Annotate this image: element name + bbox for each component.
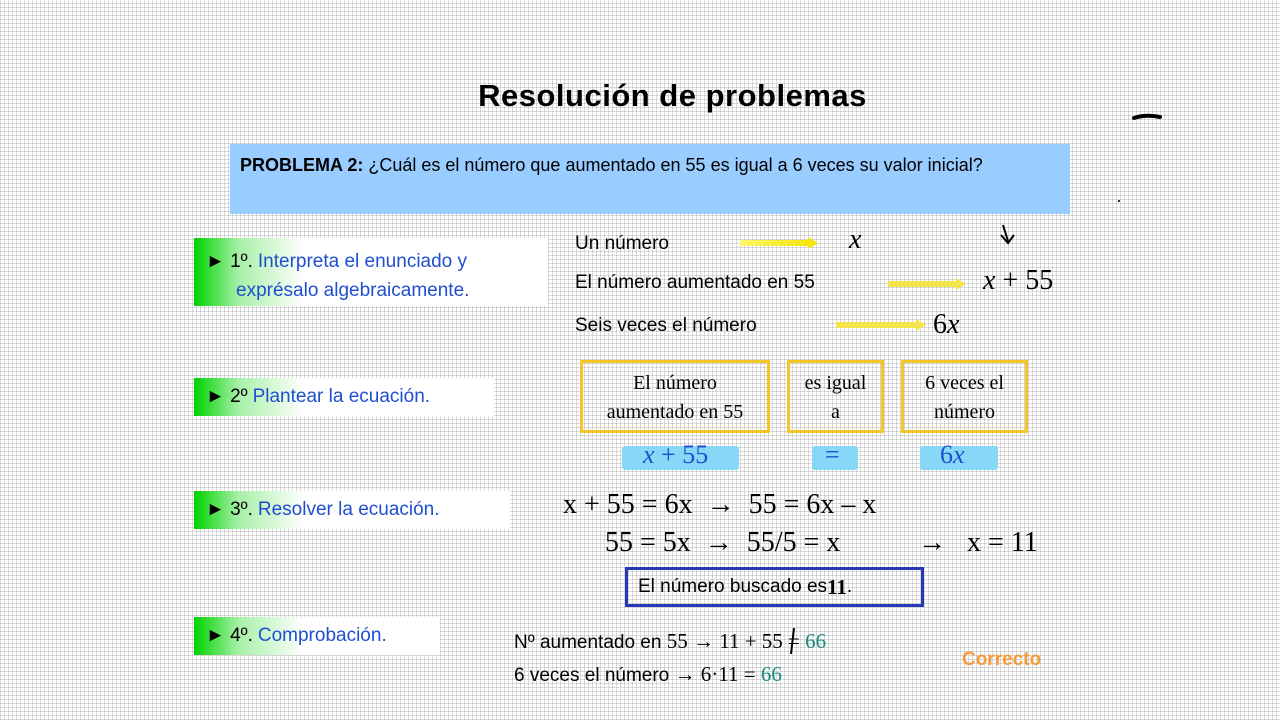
step-2-marker: ► 2º xyxy=(206,386,248,407)
step-1-text-line2: exprésalo algebraicamente. xyxy=(236,280,470,301)
step-1-marker: ► 1º. xyxy=(206,251,253,272)
page-title: Resolución de problemas xyxy=(478,78,867,113)
equation-box-2-line2: a xyxy=(831,401,840,423)
dot-mark-icon xyxy=(1118,200,1120,202)
verdict: Correcto xyxy=(962,649,1042,670)
step-3-text: Resolver la ecuación. xyxy=(257,499,440,520)
equation-expr-1: x + 55 xyxy=(643,440,709,469)
solve-line-2a: 55 = 5x → 55/5 = x xyxy=(605,527,841,558)
check-line-1-math: 55 → 11 + 55 = xyxy=(666,629,806,653)
check-line-2-math: → 6·11 = xyxy=(674,662,761,686)
problem-label: PROBLEMA 2: xyxy=(240,155,364,175)
check-line-1-result: 66 xyxy=(805,629,827,653)
step-1-text-line1: Interpreta el enunciado y xyxy=(257,251,468,272)
step-4-marker: ► 4º. xyxy=(206,625,253,646)
pen-arrow-icon xyxy=(998,223,1018,249)
interpret-label-3: Seis veces el número xyxy=(575,315,757,336)
equation-box-1-line2: aumentado en 55 xyxy=(606,401,744,423)
check-line-2 xyxy=(514,662,782,687)
result-value: 11 xyxy=(827,574,847,599)
arrow-right-icon xyxy=(886,277,968,291)
step-2-text: Plantear la ecuación. xyxy=(252,386,431,407)
pen-mark-icon xyxy=(786,626,800,656)
problem-statement xyxy=(230,144,1070,214)
interpret-expr-2: x + 55 xyxy=(983,265,1054,296)
step-3 xyxy=(194,491,510,529)
step-4 xyxy=(194,617,440,655)
check-line-2-result: 66 xyxy=(760,662,782,686)
equation-box-1 xyxy=(580,360,770,433)
step-2 xyxy=(194,378,494,416)
interpret-label-2: El número aumentado en 55 xyxy=(575,272,815,293)
pen-mark-icon xyxy=(1132,110,1162,124)
arrow-right-icon xyxy=(834,318,928,332)
solve-line-2b: → x = 11 xyxy=(918,527,1038,558)
interpret-expr-3: 6x xyxy=(933,309,960,340)
step-1 xyxy=(194,238,548,306)
equation-box-1-line1: El número xyxy=(633,372,717,394)
equation-box-3-line1: 6 veces el xyxy=(925,372,1004,394)
interpret-label-1: Un número xyxy=(575,233,669,254)
equation-expr-2: = xyxy=(825,440,840,469)
check-line-1 xyxy=(514,629,826,654)
equation-box-3-line2: número xyxy=(933,401,996,423)
result-text: El número buscado es xyxy=(638,576,828,597)
equation-box-3 xyxy=(901,360,1028,433)
check-line-1-label: Nº aumentado en xyxy=(514,632,667,653)
result-end: . xyxy=(846,576,853,597)
equation-box-2-line1: es igual xyxy=(804,372,867,394)
result-box xyxy=(625,567,924,607)
equation-expr-3: 6x xyxy=(940,440,965,469)
step-4-text: Comprobación. xyxy=(257,625,387,646)
problem-text: ¿Cuál es el número que aumentado en 55 es igual a 6 veces su valor inicial? xyxy=(363,155,983,175)
solve-line-1: x + 55 = 6x → 55 = 6x – x xyxy=(563,489,877,520)
interpret-expr-1: x xyxy=(849,224,862,255)
equation-box-2 xyxy=(787,360,884,433)
step-3-marker: ► 3º. xyxy=(206,499,253,520)
check-line-2-label: 6 veces el número xyxy=(514,665,675,686)
arrow-right-icon xyxy=(738,236,820,250)
